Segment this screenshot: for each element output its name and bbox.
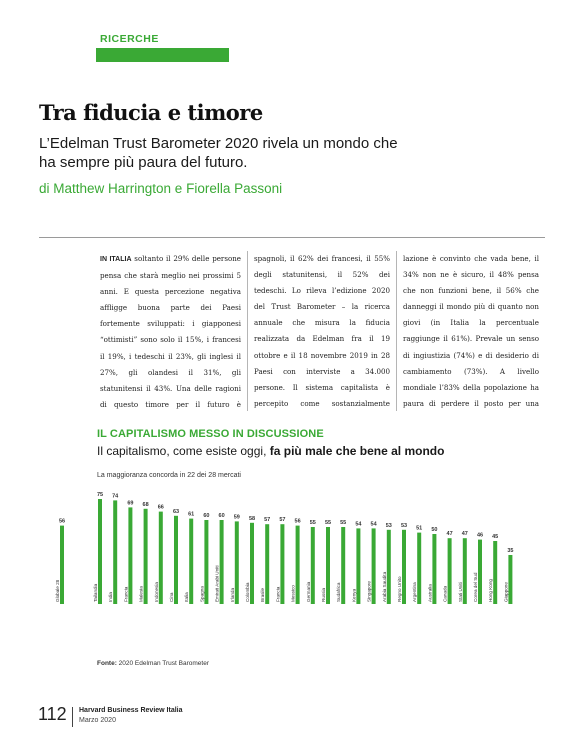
chart-category-label: Malesia (138, 586, 144, 602)
chart-value-label: 55 (340, 520, 347, 526)
chart-title: IL CAPITALISMO MESSO IN DISCUSSIONE (97, 428, 324, 440)
chart-bar (417, 533, 421, 604)
chart-bar (189, 519, 193, 604)
chart-category-label: Francia (123, 586, 129, 602)
chart-value-label: 54 (370, 521, 377, 528)
chart-bar (113, 500, 117, 604)
chart-source (97, 660, 209, 667)
chart-bar (265, 524, 269, 604)
chart-bar (311, 527, 315, 604)
chart-category-label: Colombia (245, 582, 250, 602)
chart-bar (478, 540, 482, 604)
chart-value-label: 57 (279, 517, 286, 524)
chart-value-label: 68 (142, 501, 149, 508)
chart-bar (128, 507, 132, 604)
chart-value-label: 60 (203, 513, 210, 519)
chart-category-label: Brasile (260, 587, 266, 602)
chart-category-label: Emirati Arabi Uniti (214, 565, 220, 602)
chart-category-label: Messico (290, 585, 296, 602)
chart-category-label: Corea del Sud (473, 572, 478, 602)
chart-bar (372, 528, 376, 604)
body-text-3: lazione è convinto che vada bene, il 34% non ne è sicuro, il 48% pensa che non funzioni bene, il 56% che danneggi il mondo più di quanto non giovi (in Italia la percentuale raggiunge il 61%). Prevale un senso di ingiustizia (74%) e di desiderio di cambiamento (73%). A livello mondiale l’83% della popolazione ha paura di perdere il posto per una (403, 254, 539, 408)
chart-category-label: Tailandia (93, 583, 98, 602)
chart-value-label: 54 (355, 521, 362, 528)
chart-bar (159, 512, 163, 604)
chart-category-label: Cina (169, 592, 174, 602)
chart-category-label: Hong Kong (488, 579, 494, 602)
body-text-2: spagnoli, il 62% dei francesi, il 55% degli statunitensi, il 52% dei tedeschi. Lo rileva l’edizione 2020 del Trust Barometer – la ricerca annuale che misura la fiducia realizzata da Edelman fra il 19 ottobre e il 18 novembre 2019 in 28 Paesi con interviste a 34.000 persone. Il sistema capitalista è percepito come sostanzialmente (254, 254, 390, 408)
chart-bar (432, 534, 436, 604)
page-number: 112 (38, 704, 67, 724)
chart-category-label: Giappone (503, 582, 509, 602)
chart-value-label: 56 (294, 518, 301, 525)
chart-value-label: 55 (309, 520, 316, 526)
chart-value-label: 53 (400, 522, 408, 529)
chart-category-label: Arabia Saudita (381, 571, 387, 602)
chart-category-label: Indonesia (153, 582, 159, 602)
chart-category-label: Germania (305, 581, 311, 602)
source-label: Fonte: (97, 660, 117, 667)
chart-bar (508, 555, 512, 604)
chart-value-label: 74 (112, 493, 119, 500)
section-label: RICERCHE (100, 33, 159, 45)
chart-category-label: Francia (275, 586, 281, 602)
chart-bar (326, 527, 330, 604)
chart-category-label: India (108, 592, 114, 602)
chart-value-label: 47 (461, 531, 468, 538)
chart-bar (296, 526, 300, 604)
chart-value-label: 61 (188, 511, 195, 518)
chart-bar (387, 530, 391, 604)
chart-value-label: 46 (476, 532, 484, 539)
chart-bar (144, 509, 148, 604)
chart-bar (463, 538, 467, 604)
chart-category-label: Russia (321, 587, 326, 602)
chart-value-label: 56 (58, 518, 66, 525)
chart-value-label: 59 (233, 514, 240, 521)
chart-bar (448, 538, 452, 604)
journal-name: Harvard Business Review Italia (79, 707, 183, 714)
chart-bar (60, 526, 64, 604)
issue-date: Marzo 2020 (79, 717, 116, 724)
chart-value-label: 55 (324, 520, 332, 526)
chart-value-label: 58 (248, 515, 256, 522)
chart-subtitle-bold: fa più male che bene al mondo (269, 444, 445, 458)
chart-bar (98, 499, 102, 604)
chart-bar (341, 527, 345, 604)
chart-bar (220, 520, 224, 604)
chart-value-label: 35 (507, 548, 514, 554)
chart-note: La maggioranza concorda in 22 dei 28 mercati (97, 472, 241, 479)
chart-bar (280, 524, 284, 604)
chart-category-label: Australia (427, 584, 433, 602)
chart-value-label: 63 (172, 508, 180, 515)
chart-value-label: 53 (385, 522, 392, 529)
chart-bar (402, 530, 406, 604)
chart-bar (235, 521, 239, 604)
chart-category-label: Kenya (351, 588, 357, 602)
body-text-1: soltanto il 29% delle persone pensa che starà meglio nei prossimi 5 anni. E questa percezione negativa affligge buona parte dei Paesi fortemente sviluppati: i giapponesi “ottimisti” sono solo il 15%, i francesi il 19%, i tedeschi il 23%, gli inglesi il 27%, gli olandesi il 31%, gli statunitensi il 43%. Una delle ragioni di questo timore per il futuro è (100, 254, 241, 409)
chart-bar (250, 523, 254, 604)
article-byline: di Matthew Harrington e Fiorella Passoni (39, 181, 283, 196)
chart-bar (493, 541, 497, 604)
article-deck: L’Edelman Trust Barometer 2020 rivela un mondo che ha sempre più paura del futuro. (39, 135, 398, 171)
chart-bar (204, 520, 208, 604)
source-text: 2020 Edelman Trust Barometer (116, 660, 209, 667)
folio-divider (72, 707, 73, 727)
chart-value-label: 69 (127, 500, 134, 507)
chart-category-label: Spagna (199, 586, 205, 602)
chart-category-label: Irlanda (229, 587, 235, 602)
chart-value-label: 66 (157, 504, 164, 511)
chart-category-label: Sudafrica (336, 582, 342, 602)
chart-value-label: 51 (416, 525, 423, 532)
lead-in: IN ITALIA (100, 256, 132, 263)
chart-value-label: 50 (431, 527, 438, 533)
chart-bar (356, 528, 360, 604)
chart-bar (174, 516, 178, 604)
article-title: Tra fiducia e timore (39, 100, 263, 125)
chart-category-label: Globale 28 (55, 579, 60, 602)
chart-category-label: Stati Uniti (457, 582, 463, 602)
chart-category-label: Italia (184, 592, 190, 602)
chart-value-label: 45 (492, 534, 499, 540)
chart-subtitle-plain: Il capitalismo, come esiste oggi, (97, 444, 270, 458)
chart-value-label: 75 (96, 492, 104, 498)
chart-value-label: 47 (446, 531, 453, 538)
chart-value-label: 57 (264, 517, 271, 524)
chart-category-label: Singapore (366, 581, 372, 602)
chart-category-label: Canada (442, 585, 448, 602)
chart-category-label: Regno Unito (397, 576, 402, 602)
chart-value-label: 60 (218, 513, 225, 519)
chart-category-label: Argentina (412, 582, 418, 602)
